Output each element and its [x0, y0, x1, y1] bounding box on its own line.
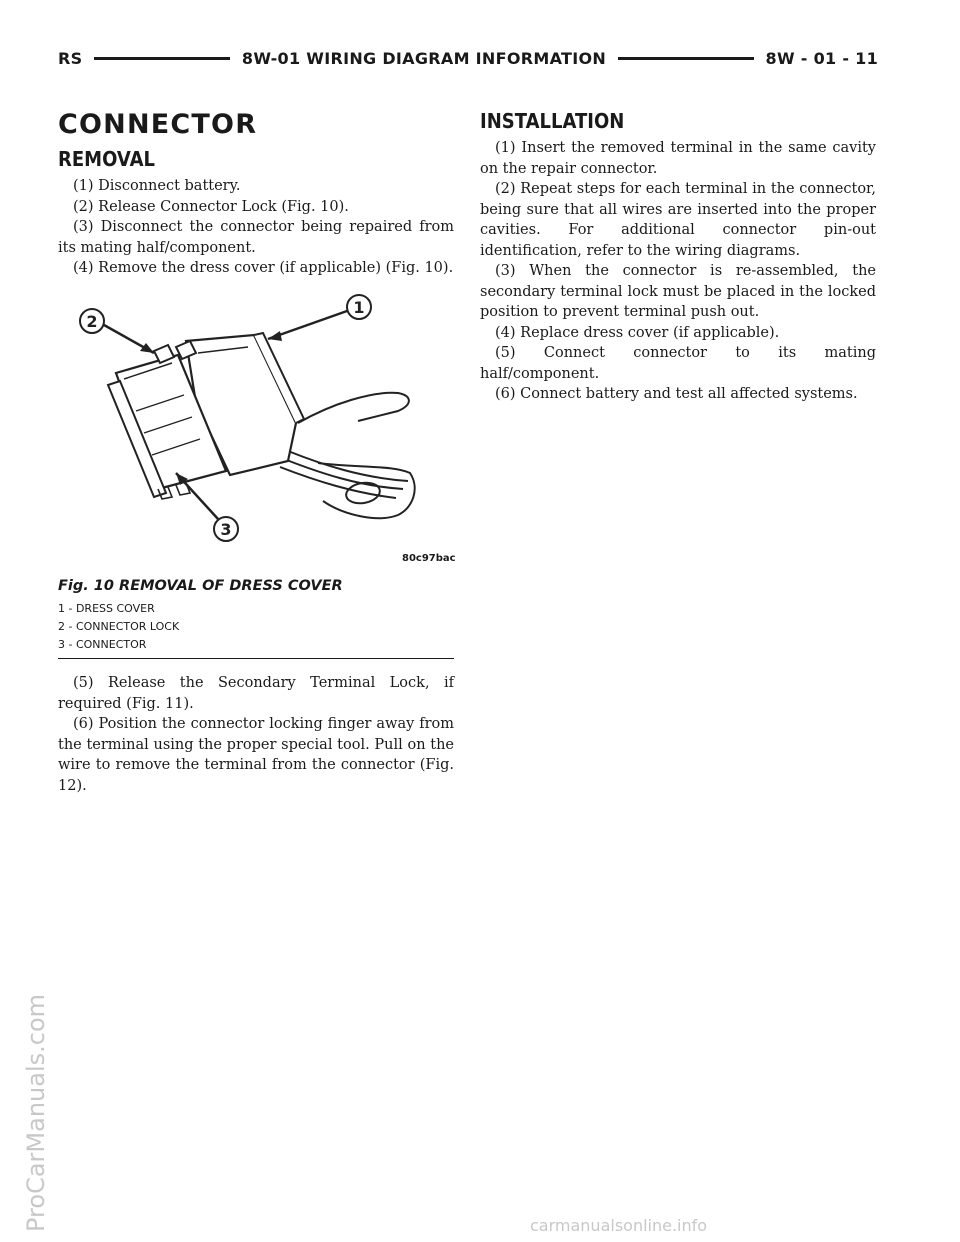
header-page-number: 8W - 01 - 11 [765, 48, 879, 68]
header-title: 8W-01 WIRING DIAGRAM INFORMATION [241, 48, 607, 68]
footer-watermark: carmanualsonline.info [530, 1216, 708, 1235]
callout-3: 3 [220, 519, 232, 539]
removal-step: (5) Release the Secondary Terminal Lock, if required (Fig. 11). [58, 675, 454, 712]
header-rule-right [618, 57, 753, 60]
callout-1: 1 [353, 297, 365, 317]
installation-step: (6) Connect battery and test all affected systems. [495, 386, 858, 402]
figure-dress-cover-removal [58, 293, 454, 578]
header-section-code: RS [58, 48, 83, 68]
header-rule-left [94, 57, 229, 60]
removal-step: (6) Position the connector locking finger away from the terminal using the proper special tool. Pull on the wire to remove the terminal from the connector (Fig. 12). [58, 716, 454, 794]
figure-legend-item: 3 - CONNECTOR [58, 637, 147, 651]
figure-caption: Fig. 10 REMOVAL OF DRESS COVER [58, 577, 343, 594]
installation-heading: INSTALLATION [480, 109, 625, 133]
side-watermark: ProCarManuals.com [22, 993, 50, 1232]
removal-step: (2) Release Connector Lock (Fig. 10). [73, 198, 349, 215]
connector-illustration [58, 293, 454, 578]
figure-legend-item: 1 - DRESS COVER [58, 601, 155, 615]
removal-step: (1) Disconnect battery. [73, 178, 241, 194]
removal-step: (3) Disconnect the connector being repaired from its mating half/component. [58, 219, 454, 256]
left-column [58, 108, 454, 796]
section-title: CONNECTOR [58, 109, 258, 140]
removal-heading: REMOVAL [58, 147, 156, 171]
figure-rule [58, 658, 454, 660]
removal-step: (4) Remove the dress cover (if applicable) (Fig. 10). [73, 260, 454, 276]
installation-step: (1) Insert the removed terminal in the same cavity on the repair connector. [480, 140, 876, 177]
installation-step: (3) When the connector is re-assembled, the secondary terminal lock must be placed in the locked position to prevent terminal push out. [480, 263, 876, 320]
callout-2: 2 [86, 311, 98, 331]
installation-step: (5) Connect connector to its mating half/component. [480, 345, 876, 382]
installation-step: (4) Replace dress cover (if applicable). [495, 324, 780, 341]
installation-step: (2) Repeat steps for each terminal in the connector, being sure that all wires are inserted into the proper cavities. For additional connector pin-out identification, refer to the wiring diagrams. [480, 181, 876, 259]
figure-legend-item: 2 - CONNECTOR LOCK [58, 619, 180, 633]
page-header [58, 46, 878, 70]
right-column [480, 108, 876, 405]
figure-code: 80c97bac [402, 552, 456, 564]
